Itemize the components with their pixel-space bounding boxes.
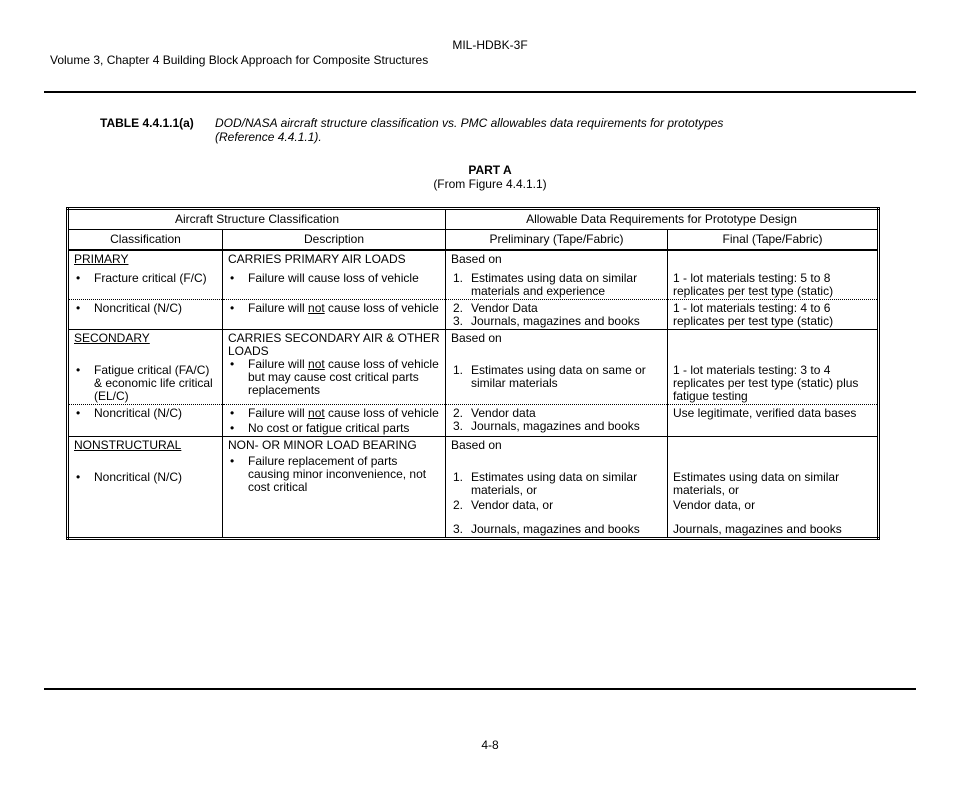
chapter-line: Volume 3, Chapter 4 Building Block Approach for Composite Structures xyxy=(50,53,429,67)
list-item xyxy=(451,364,663,390)
list-item xyxy=(228,407,441,420)
list-item xyxy=(451,315,663,328)
desc-text: cause loss of vehicle xyxy=(324,301,439,315)
nonstructural-desc: Failure replacement of parts causing minor inconvenience, not cost critical xyxy=(248,454,427,494)
bullet: • xyxy=(230,454,235,468)
secondary-based-on: Based on xyxy=(451,331,502,345)
prelim-item: Vendor data xyxy=(471,406,536,420)
secondary-fc-prelim: Estimates using data on same or similar materials xyxy=(471,363,646,390)
bottom-rule xyxy=(44,688,916,690)
bullet: • xyxy=(230,271,235,285)
document-id: MIL-HDBK-3F xyxy=(452,38,528,52)
desc-not: not xyxy=(308,357,325,371)
bullet: • xyxy=(76,406,81,420)
list-item xyxy=(74,407,218,420)
classification-table xyxy=(66,207,880,540)
table-row-secondary xyxy=(68,330,879,405)
bullet: • xyxy=(230,357,235,371)
secondary-heading: SECONDARY xyxy=(74,331,150,345)
list-item xyxy=(228,358,441,397)
desc-text: cause loss of vehicle but may cause cost critical parts replacements xyxy=(248,357,439,397)
secondary-desc-heading: CARRIES SECONDARY AIR & OTHER LOADS xyxy=(228,331,440,358)
list-item xyxy=(228,422,441,435)
primary-fc-final: 1 - lot materials testing: 5 to 8 replicates per test type (static) xyxy=(673,271,834,298)
item-number: 1. xyxy=(453,470,464,484)
table-caption-text: DOD/NASA aircraft structure classification vs. PMC allowables data requirements for prototypes (Reference 4.4.1.1). xyxy=(215,116,724,144)
prelim-item: Vendor data, or xyxy=(471,498,554,512)
list-item xyxy=(451,272,663,298)
nonstructural-final-item: Vendor data, or xyxy=(673,498,756,512)
prelim-item: Journals, magazines and books xyxy=(471,314,640,328)
nonstructural-desc-heading: NON- OR MINOR LOAD BEARING xyxy=(228,438,417,452)
secondary-nc-final: Use legitimate, verified data bases xyxy=(673,406,857,420)
list-item xyxy=(228,272,441,285)
item-number: 1. xyxy=(453,363,464,377)
secondary-nc-class: Noncritical (N/C) xyxy=(94,406,183,420)
primary-based-on: Based on xyxy=(451,252,502,266)
bullet: • xyxy=(76,470,81,484)
part-subtitle: (From Figure 4.4.1.1) xyxy=(433,177,547,191)
list-item xyxy=(228,302,441,315)
bullet: • xyxy=(230,421,235,435)
part-title: PART A xyxy=(468,163,512,177)
primary-nc-class: Noncritical (N/C) xyxy=(94,301,183,315)
secondary-fc-final: 1 - lot materials testing: 3 to 4 replicates per test type (static) plus fatigue testing xyxy=(673,363,859,403)
bullet: • xyxy=(76,301,81,315)
prelim-item: Journals, magazines and books xyxy=(471,419,640,433)
primary-fc-prelim: Estimates using data on similar materials and experience xyxy=(471,271,638,298)
page-number: 4-8 xyxy=(481,738,499,752)
list-item xyxy=(451,523,663,536)
desc-text: Failure will xyxy=(248,357,309,371)
list-item xyxy=(74,471,218,484)
column-header: Classification xyxy=(68,230,223,251)
primary-fc-class: Fracture critical (F/C) xyxy=(94,271,207,285)
bullet: • xyxy=(76,271,81,285)
item-number: 3. xyxy=(453,419,464,433)
desc-text: Failure will xyxy=(248,406,309,420)
primary-heading: PRIMARY xyxy=(74,252,129,266)
primary-fc-desc: Failure will cause loss of vehicle xyxy=(248,271,419,285)
bullet: • xyxy=(76,363,81,377)
table-number: TABLE 4.4.1.1(a) xyxy=(100,116,194,130)
item-number: 2. xyxy=(453,406,464,420)
list-item xyxy=(451,499,663,512)
column-header: Final (Tape/Fabric) xyxy=(668,230,879,251)
nonstructural-based-on: Based on xyxy=(451,438,502,452)
table-row-secondary-nc xyxy=(68,405,879,437)
list-item xyxy=(451,471,663,497)
desc-text: Failure will xyxy=(248,301,309,315)
table-row-nonstructural xyxy=(68,437,879,539)
bullet: • xyxy=(230,406,235,420)
secondary-fc-class: Fatigue critical (FA/C) & economic life critical (EL/C) xyxy=(94,363,213,403)
list-item xyxy=(228,455,441,494)
nonstructural-class: Noncritical (N/C) xyxy=(94,470,183,484)
item-number: 2. xyxy=(453,301,464,315)
desc-not: not xyxy=(308,301,325,315)
group-header-requirements: Allowable Data Requirements for Prototype Design xyxy=(446,209,879,230)
table-row-primary-nc xyxy=(68,300,879,330)
item-number: 1. xyxy=(453,271,464,285)
prelim-item: Estimates using data on similar materials, or xyxy=(471,470,638,497)
item-number: 2. xyxy=(453,498,464,512)
primary-desc-heading: CARRIES PRIMARY AIR LOADS xyxy=(228,252,406,266)
top-rule xyxy=(44,91,916,93)
prelim-item: Journals, magazines and books xyxy=(471,522,640,536)
bullet: • xyxy=(230,301,235,315)
primary-nc-final: 1 - lot materials testing: 4 to 6 replicates per test type (static) xyxy=(673,301,834,328)
list-item xyxy=(74,272,218,285)
nonstructural-heading: NONSTRUCTURAL xyxy=(74,438,182,452)
secondary-nc-desc2: No cost or fatigue critical parts xyxy=(248,421,410,435)
nonstructural-final-item: Journals, magazines and books xyxy=(673,522,842,536)
column-header: Preliminary (Tape/Fabric) xyxy=(446,230,668,251)
table-row-primary xyxy=(68,250,879,300)
prelim-item: Vendor Data xyxy=(471,301,538,315)
list-item xyxy=(451,420,663,433)
list-item xyxy=(74,302,218,315)
item-number: 3. xyxy=(453,522,464,536)
desc-not: not xyxy=(308,406,325,420)
column-header: Description xyxy=(223,230,446,251)
list-item xyxy=(74,364,218,403)
group-header-classification: Aircraft Structure Classification xyxy=(68,209,446,230)
desc-text: cause loss of vehicle xyxy=(324,406,439,420)
nonstructural-final-item: Estimates using data on similar materials, or xyxy=(673,470,840,497)
item-number: 3. xyxy=(453,314,464,328)
